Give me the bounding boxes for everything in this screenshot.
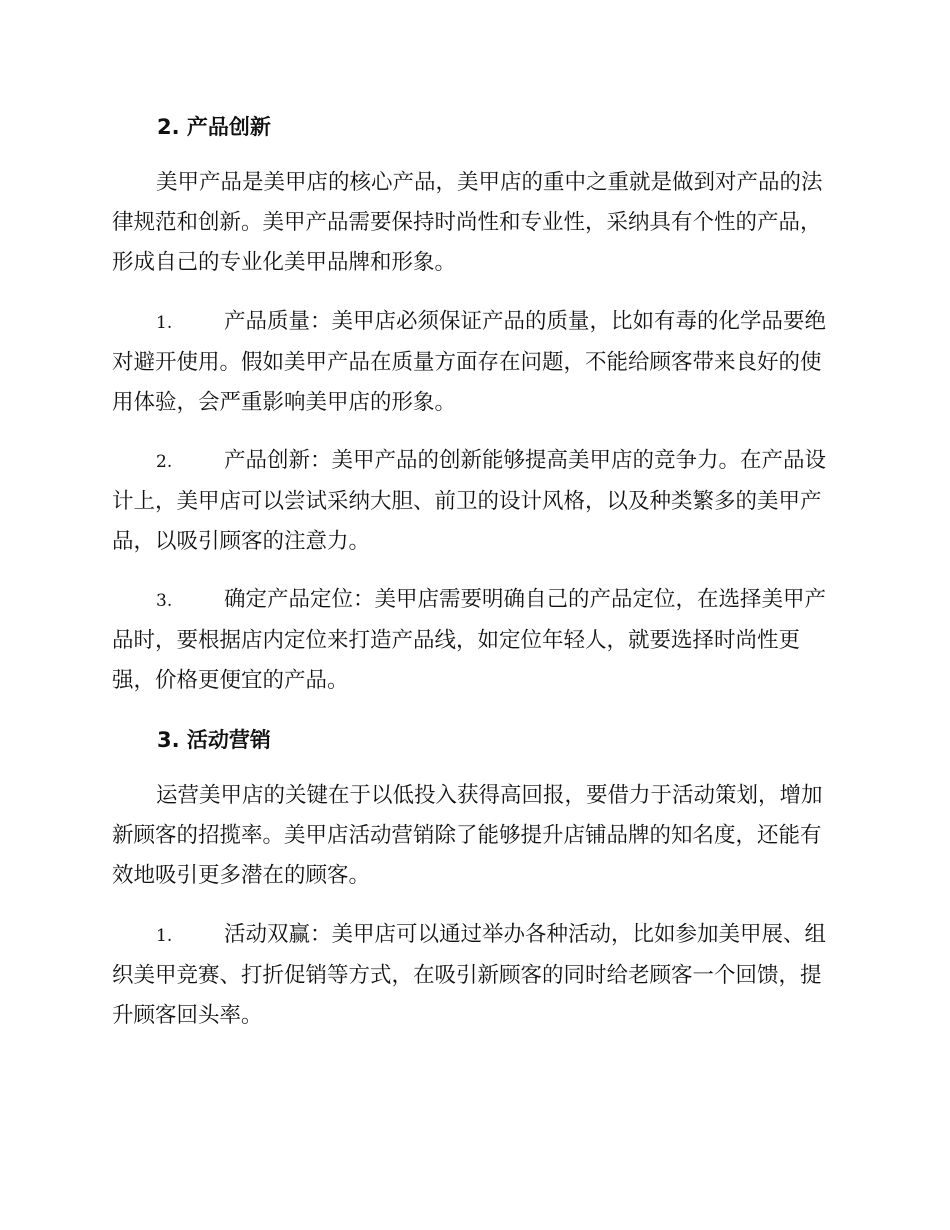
- text-line: 计上，美甲店可以尝试采纳大胆、前卫的设计风格，以及种类繁多的美甲产: [112, 489, 822, 514]
- text-line: 织美甲竞赛、打折促销等方式，在吸引新顾客的同时给老顾客一个回馈，提: [112, 963, 822, 988]
- item-text: 产品质量：美甲店必须保证产品的质量，比如有毒的化学品要绝: [224, 309, 827, 334]
- section-heading-product-innovation: 2. 产品创新: [157, 115, 271, 139]
- text-line: [112, 580, 836, 621]
- list-number: 3.: [156, 591, 173, 611]
- text-line: 对避开使用。假如美甲产品在质量方面存在问题，不能给顾客带来良好的使: [112, 350, 822, 375]
- text-line: 新顾客的招揽率。美甲店活动营销除了能够提升店铺品牌的知名度，还能有: [112, 823, 822, 848]
- item-text: 产品创新：美甲产品的创新能够提高美甲店的竞争力。在产品设: [224, 448, 827, 473]
- paragraph-activity-intro: [112, 776, 836, 896]
- list-number: 1.: [156, 926, 173, 946]
- text-line: 品时，要根据店内定位来打造产品线，如定位年轻人，就要选择时尚性更: [112, 628, 801, 653]
- text-line: 美甲产品是美甲店的核心产品，美甲店的重中之重就是做到对产品的法: [156, 170, 823, 195]
- list-number: 2.: [156, 452, 173, 472]
- list-item-activity-win-win: [112, 915, 836, 1036]
- text-line: [112, 441, 836, 482]
- text-line: 效地吸引更多潜在的顾客。: [112, 863, 371, 888]
- text-line: 用体验，会严重影响美甲店的形象。: [112, 390, 457, 415]
- paragraph-product-intro: [112, 163, 836, 283]
- list-item-product-innovation: [112, 441, 836, 562]
- text-line: 形成自己的专业化美甲品牌和形象。: [112, 250, 457, 275]
- item-text: 活动双赢：美甲店可以通过举办各种活动，比如参加美甲展、组: [224, 922, 827, 947]
- text-line: 强，价格更便宜的产品。: [112, 668, 349, 693]
- section-heading-activity-marketing: 3. 活动营销: [157, 728, 271, 752]
- text-line: [112, 302, 836, 343]
- text-line: 律规范和创新。美甲产品需要保持时尚性和专业性，采纳具有个性的产品，: [112, 210, 822, 235]
- text-line: 升顾客回头率。: [112, 1003, 263, 1028]
- item-text: 确定产品定位：美甲店需要明确自己的产品定位，在选择美甲产: [224, 587, 827, 612]
- text-line: [112, 915, 836, 956]
- text-line: 运营美甲店的关键在于以低投入获得高回报，要借力于活动策划，增加: [156, 783, 823, 808]
- text-line: 品，以吸引顾客的注意力。: [112, 529, 371, 554]
- list-item-product-quality: [112, 302, 836, 423]
- list-item-product-positioning: [112, 580, 836, 701]
- list-number: 1.: [156, 313, 173, 333]
